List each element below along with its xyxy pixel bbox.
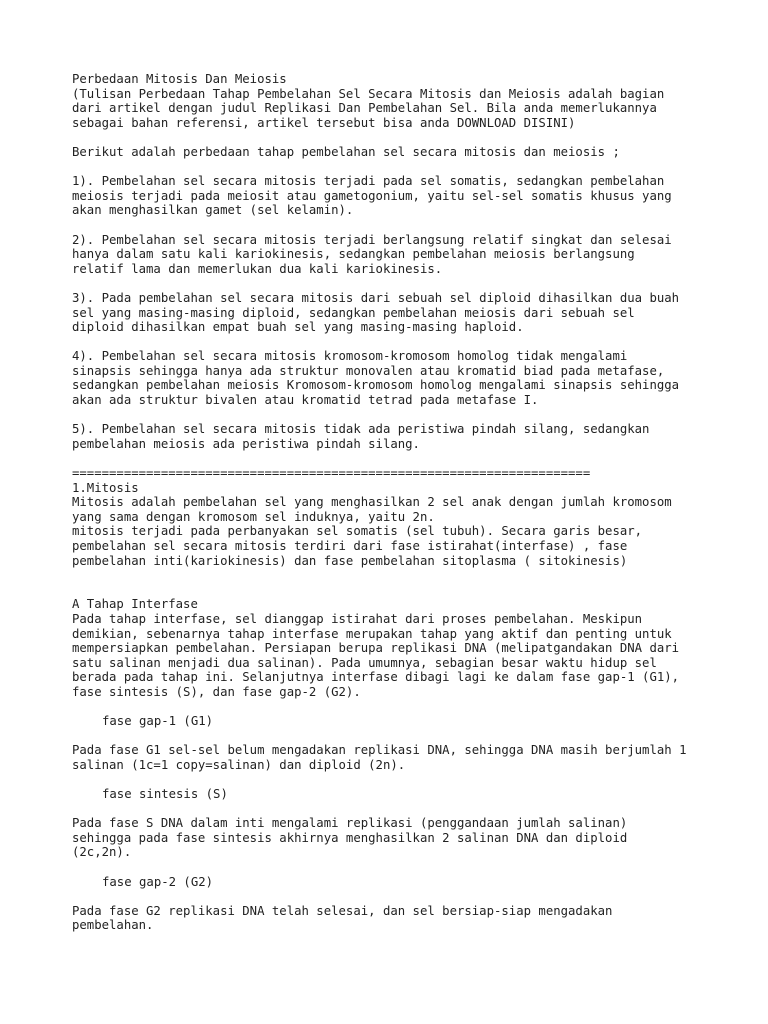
point-1-line: meiosis terjadi pada meiosit atau gametogonium, yaitu sel-sel somatis khusus yang — [72, 188, 672, 203]
point-4-line: akan ada struktur bivalen atau kromatid tetrad pada metafase I. — [72, 393, 539, 408]
s-line: Pada fase S DNA dalam inti mengalami replikasi (penggandaan jumlah salinan) — [72, 816, 628, 831]
s-heading: fase sintesis (S) — [102, 787, 228, 802]
interfase-line: fase sintesis (S), dan fase gap-2 (G2). — [72, 684, 361, 699]
mitosis-heading: 1.Mitosis — [72, 480, 139, 495]
intro-line: (Tulisan Perbedaan Tahap Pembelahan Sel Secara Mitosis dan Meiosis adalah bagian — [72, 86, 665, 101]
point-5-line: 5). Pembelahan sel secara mitosis tidak ada peristiwa pindah silang, sedangkan — [72, 422, 650, 437]
mitosis-line: Mitosis adalah pembelahan sel yang menghasilkan 2 sel anak dengan jumlah kromosom — [72, 495, 672, 510]
point-2-line: 2). Pembelahan sel secara mitosis terjadi berlangsung relatif singkat dan selesai — [72, 232, 672, 247]
mitosis-line: pembelahan inti(kariokinesis) dan fase pembelahan sitoplasma ( sitokinesis) — [72, 553, 628, 568]
interfase-line: mempersiapkan pembelahan. Persiapan berupa replikasi DNA (melipatgandakan DNA dari — [72, 641, 680, 656]
document-page — [72, 72, 732, 933]
document-title: Perbedaan Mitosis Dan Meiosis — [72, 72, 287, 86]
g2-line: Pada fase G2 replikasi DNA telah selesai, dan sel bersiap-siap mengadakan — [72, 903, 613, 918]
point-5-line: pembelahan meiosis ada peristiwa pindah silang. — [72, 436, 420, 451]
point-3-line: diploid dihasilkan empat buah sel yang masing-masing haploid. — [72, 320, 524, 335]
point-1-line: akan menghasilkan gamet (sel kelamin). — [72, 203, 354, 218]
g2-line: pembelahan. — [72, 918, 154, 933]
intro-line: dari artikel dengan judul Replikasi Dan Pembelahan Sel. Bila anda memerlukannya — [72, 101, 657, 116]
mitosis-line: mitosis terjadi pada perbanyakan sel somatis (sel tubuh). Secara garis besar, — [72, 524, 643, 539]
separator-line: ====================================================================== — [72, 466, 591, 481]
interfase-line: Pada tahap interfase, sel dianggap istirahat dari proses pembelahan. Meskipun — [72, 611, 643, 626]
interfase-heading: A Tahap Interfase — [72, 597, 198, 612]
point-2-line: hanya dalam satu kali kariokinesis, sedangkan pembelahan meiosis berlangsung — [72, 247, 635, 262]
s-line: (2c,2n). — [72, 845, 132, 860]
point-1-line: 1). Pembelahan sel secara mitosis terjadi pada sel somatis, sedangkan pembelahan — [72, 174, 665, 189]
g2-heading: fase gap-2 (G2) — [102, 874, 214, 889]
mitosis-line: pembelahan sel secara mitosis terdiri dari fase istirahat(interfase) , fase — [72, 539, 628, 553]
interfase-line: demikian, sebenarnya tahap interfase merupakan tahap yang aktif dan penting untuk — [72, 626, 672, 641]
point-3-line: 3). Pada pembelahan sel secara mitosis dari sebuah sel diploid dihasilkan dua buah — [72, 290, 680, 305]
interfase-line: satu salinan menjadi dua salinan). Pada umumnya, sebagian besar waktu hidup sel — [72, 655, 657, 670]
s-line: sehingga pada fase sintesis akhirnya menghasilkan 2 salinan DNA dan diploid — [72, 830, 628, 845]
point-4-line: 4). Pembelahan sel secara mitosis kromosom-kromosom homolog tidak mengalami — [72, 349, 628, 364]
point-4-line: sedangkan pembelahan meiosis Kromosom-kromosom homolog mengalami sinapsis sehingga — [72, 378, 680, 393]
point-4-line: sinapsis sehingga hanya ada struktur monovalen atau kromatid biad pada metafase, — [72, 363, 665, 378]
g1-heading: fase gap-1 (G1) — [102, 714, 214, 729]
interfase-line: berada pada tahap ini. Selanjutnya interfase dibagi lagi ke dalam fase gap-1 (G1), — [72, 670, 680, 685]
point-2-line: relatif lama dan memerlukan dua kali kariokinesis. — [72, 261, 443, 276]
intro-line: sebagai bahan referensi, artikel tersebut bisa anda DOWNLOAD DISINI) — [72, 115, 576, 130]
point-3-line: sel yang masing-masing diploid, sedangkan pembelahan meiosis dari sebuah sel — [72, 305, 635, 320]
mitosis-line: yang sama dengan kromosom sel induknya, yaitu 2n. — [72, 509, 435, 524]
lead-paragraph: Berikut adalah perbedaan tahap pembelahan sel secara mitosis dan meiosis ; — [72, 144, 620, 159]
g1-line: Pada fase G1 sel-sel belum mengadakan replikasi DNA, sehingga DNA masih berjumlah 1 — [72, 743, 687, 758]
g1-line: salinan (1c=1 copy=salinan) dan diploid (2n). — [72, 757, 406, 772]
